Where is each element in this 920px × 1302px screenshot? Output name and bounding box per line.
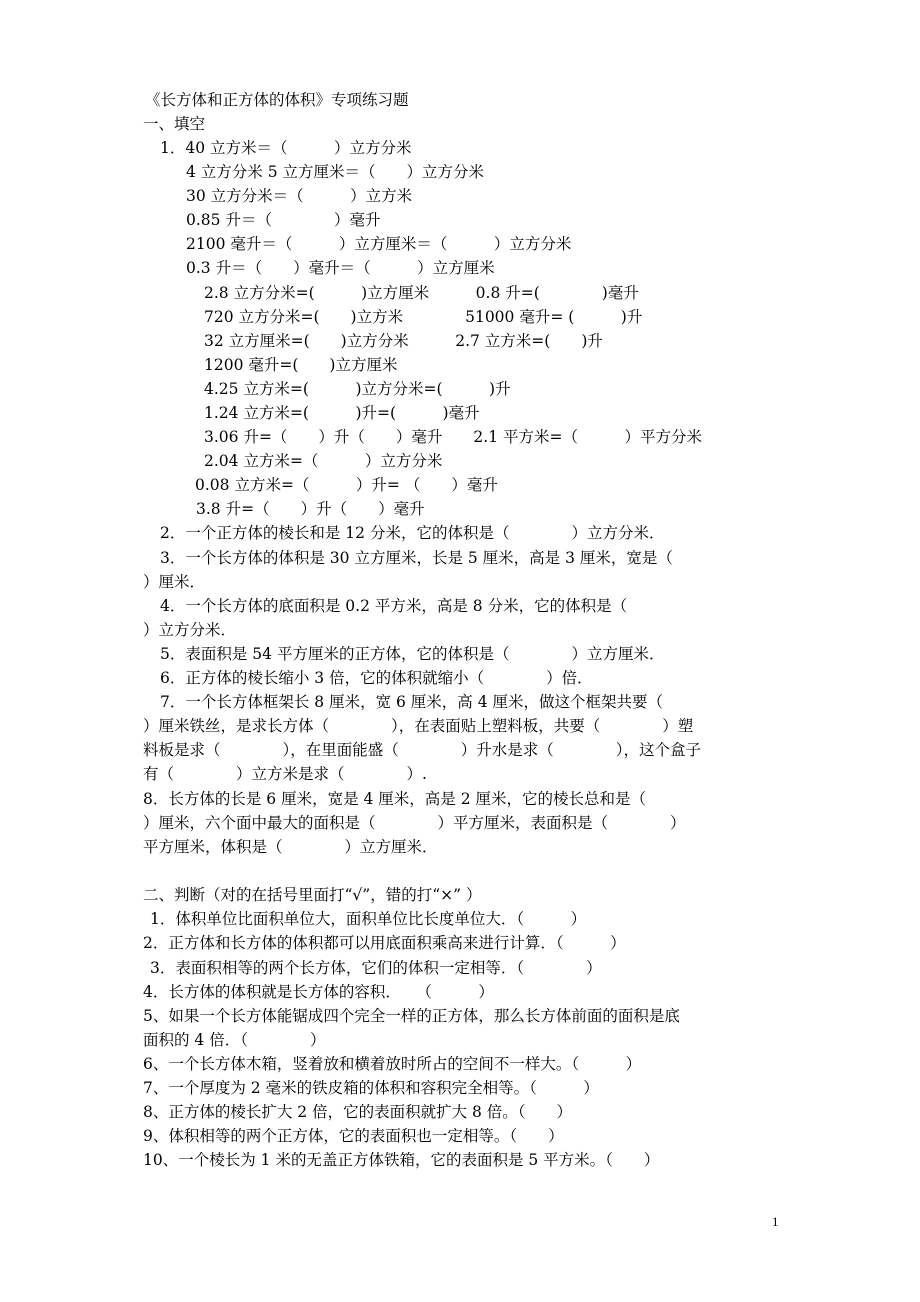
question-7-cont: 料板是求（ ），在里面能盛（ ）升水是求（ ），这个盒子 bbox=[143, 741, 702, 759]
q1-line: 3.06 升=（ ）升（ ）毫升 2.1 平方米=（ ）平方分米 bbox=[204, 428, 702, 446]
judge-item: 5、如果一个长方体能锯成四个完全一样的正方体，那么长方体前面的面积是底 bbox=[143, 1007, 680, 1025]
question-3: 3．一个长方体的体积是 30 立方厘米，长是 5 厘米，高是 3 厘米，宽是（ bbox=[160, 549, 673, 567]
judge-item: 6、一个长方体木箱，竖着放和横着放时所占的空间不一样大。（ ） bbox=[143, 1055, 642, 1073]
question-2: 2．一个正方体的棱长和是 12 分米，它的体积是（ ）立方分米． bbox=[160, 524, 665, 542]
question-7-cont: ）厘米铁丝，是求长方体（ ），在表面贴上塑料板，共要（ ）塑 bbox=[143, 717, 694, 735]
q1-line: 2100 毫升＝（ ）立方厘米＝（ ）立方分米 bbox=[186, 235, 572, 253]
document-title: 《长方体和正方体的体积》专项练习题 bbox=[145, 91, 409, 109]
judge-item: 7、一个厚度为 2 毫米的铁皮箱的体积和容积完全相等。（ ） bbox=[143, 1079, 599, 1097]
section-2-heading: 二、判断（对的在括号里面打“√”，错的打“×” ） bbox=[143, 886, 482, 904]
judge-item: 1．体积单位比面积单位大，面积单位比长度单位大．（ ） bbox=[150, 910, 587, 928]
page-number: 1 bbox=[772, 1214, 779, 1229]
question-4-cont: ）立方分米． bbox=[143, 621, 237, 639]
q1-line: 2.8 立方分米=( )立方厘米 0.8 升=( )毫升 bbox=[204, 284, 639, 302]
q1-line: 1.24 立方米=( )升=( )毫升 bbox=[204, 404, 480, 422]
question-4: 4．一个长方体的底面积是 0.2 平方米，高是 8 分米，它的体积是（ bbox=[160, 597, 628, 615]
question-8: 8．长方体的长是 6 厘米，宽是 4 厘米，高是 2 厘米，它的棱长总和是（ bbox=[143, 790, 647, 808]
judge-item: 10、一个棱长为 1 米的无盖正方体铁箱，它的表面积是 5 平方米。（ ） bbox=[143, 1151, 660, 1169]
q1-line: 30 立方分米＝（ ）立方米 bbox=[186, 187, 413, 205]
judge-item-cont: 面积的 4 倍．（ ） bbox=[143, 1031, 326, 1049]
judge-item: 4．长方体的体积就是长方体的容积． （ ） bbox=[143, 983, 494, 1001]
q1-line: 2.04 立方米=（ ）立方分米 bbox=[204, 452, 443, 470]
question-6: 6．正方体的棱长缩小 3 倍，它的体积就缩小（ ）倍． bbox=[160, 669, 593, 687]
question-3-cont: ）厘米． bbox=[143, 573, 206, 591]
judge-item: 8、正方体的棱长扩大 2 倍，它的表面积就扩大 8 倍。（ ） bbox=[143, 1103, 573, 1121]
question-8-cont: 平方厘米，体积是（ ）立方厘米． bbox=[143, 838, 438, 856]
section-1-heading: 一、填空 bbox=[143, 115, 206, 133]
q1-line: 4 立方分米 5 立方厘米＝（ ）立方分米 bbox=[186, 163, 485, 181]
q1-line: 4.25 立方米=( )立方分米=( )升 bbox=[204, 380, 511, 398]
judge-item: 2．正方体和长方体的体积都可以用底面积乘高来进行计算．（ ） bbox=[143, 934, 626, 952]
q1-line: 720 立方分米=( )立方米 51000 毫升= ( )升 bbox=[204, 308, 643, 326]
judge-item: 9、体积相等的两个正方体，它的表面积也一定相等。（ ） bbox=[143, 1127, 564, 1145]
q1-line: 0.85 升＝（ ）毫升 bbox=[186, 211, 381, 229]
question-7-cont: 有（ ）立方米是求（ ）. bbox=[143, 765, 427, 783]
judge-item: 3．表面积相等的两个长方体，它们的体积一定相等．（ ） bbox=[150, 959, 602, 977]
q1-line: 1200 毫升=( )立方厘米 bbox=[204, 356, 398, 374]
question-7: 7．一个长方体框架长 8 厘米，宽 6 厘米，高 4 厘米，做这个框架共要（ bbox=[160, 693, 664, 711]
q1-line: 3.8 升=（ ）升（ ）毫升 bbox=[196, 500, 425, 518]
q1-line: 0.08 立方米=（ ）升= （ ）毫升 bbox=[195, 476, 498, 494]
q1-line: 0.3 升＝（ ）毫升＝（ ）立方厘米 bbox=[186, 259, 495, 277]
question-8-cont: ）厘米，六个面中最大的面积是（ ）平方厘米，表面积是（ ） bbox=[143, 814, 686, 832]
question-5: 5．表面积是 54 平方厘米的正方体，它的体积是（ ）立方厘米． bbox=[160, 645, 665, 663]
q1-line: 1．40 立方米＝（ ）立方分米 bbox=[160, 139, 412, 157]
q1-line: 32 立方厘米=( )立方分米 2.7 立方米=( )升 bbox=[204, 332, 603, 350]
